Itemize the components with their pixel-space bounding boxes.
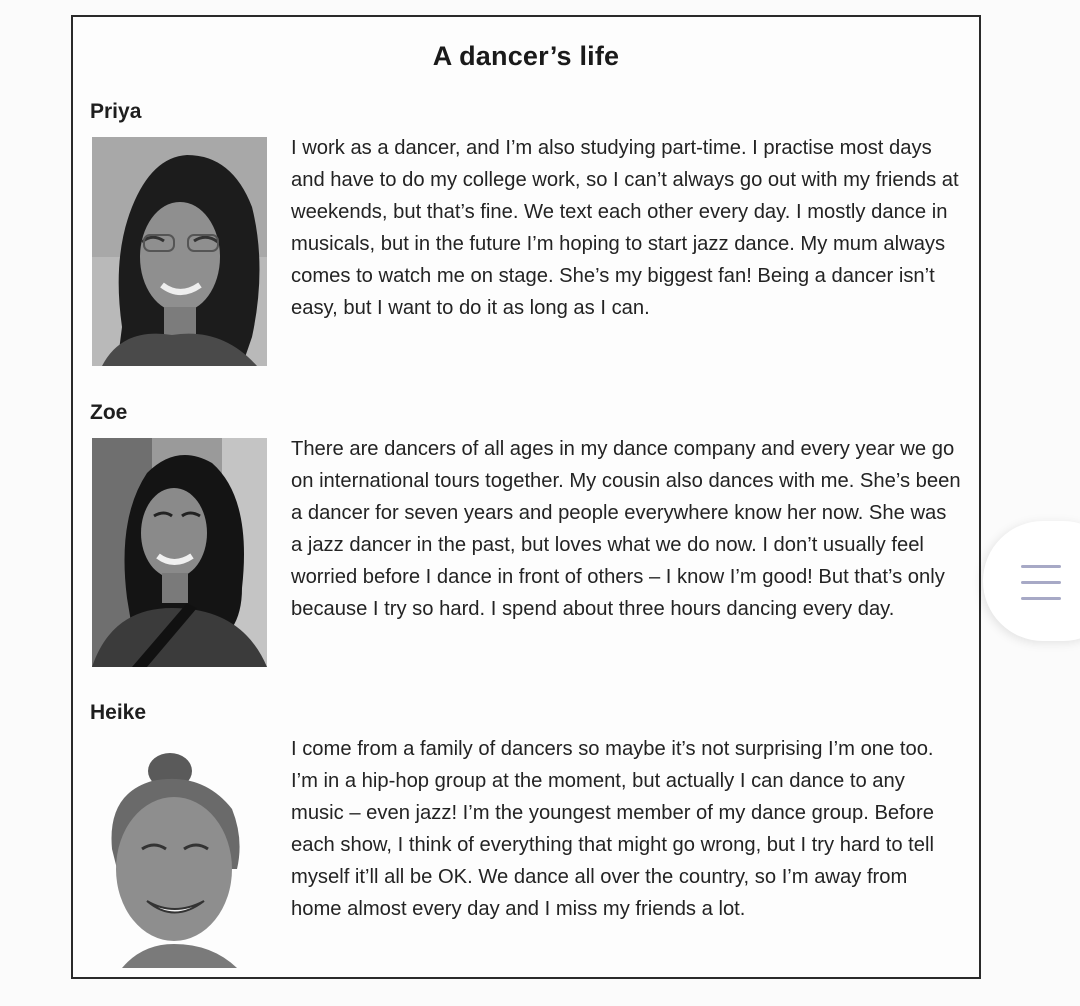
- photo-priya: [92, 137, 267, 366]
- profile-name-zoe: Zoe: [90, 401, 128, 424]
- floating-menu-button[interactable]: [983, 521, 1080, 641]
- profile-name-priya: Priya: [90, 100, 142, 123]
- photo-zoe: [92, 438, 267, 667]
- profile-name-heike: Heike: [90, 701, 147, 724]
- profile-text-zoe: There are dancers of all ages in my dance company and every year we go on international tours together. My cousin also dances with me. She’s been a dancer for seven years and people everywhere know her now. She was a jazz dancer in the past, but loves what we do now. I don’t usually feel worried before I dance in front of others – I know I’m good! But that’s only because I try so hard. I spend about three hours dancing every day.: [291, 438, 961, 620]
- profile-text-heike: I come from a family of dancers so maybe it’s not surprising I’m one too. I’m in a hip-hop group at the moment, but actually I can dance to any music – even jazz! I’m the youngest member of my dance group. Before each show, I think of everything that might go wrong, but I try hard to tell myself it’ll all be OK. We dance all over the country, so I’m away from home almost every day and I miss my friends a lot.: [291, 738, 934, 920]
- reading-passage-frame: [71, 15, 981, 979]
- profile-text-priya: I work as a dancer, and I’m also studying part-time. I practise most days and have to do my college work, so I can’t always go out with my friends at weekends, but that’s fine. We text each other every day. I mostly dance in musicals, but in the future I’m hoping to start jazz dance. My mum always comes to watch me on stage. She’s my biggest fan! Being a dancer isn’t easy, but I want to do it as long as I can.: [291, 137, 959, 319]
- page-title: A dancer’s life: [432, 41, 620, 71]
- photo-heike: [92, 739, 267, 968]
